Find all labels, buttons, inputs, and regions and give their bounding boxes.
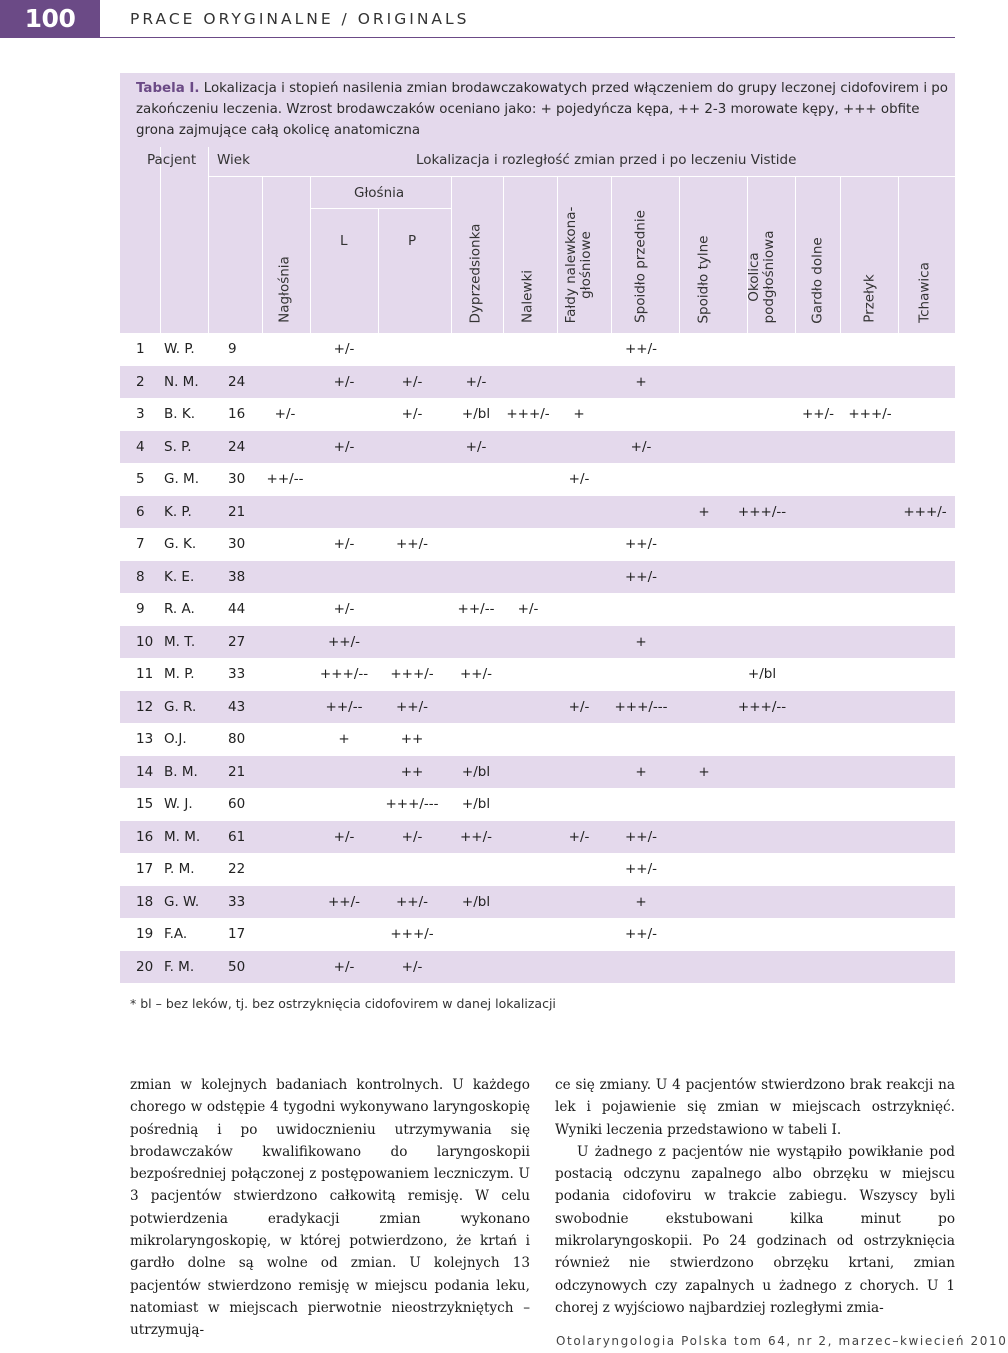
patient-age: 50 bbox=[228, 958, 246, 975]
table-cell: +/- bbox=[465, 438, 487, 455]
column-header: Przełyk bbox=[861, 274, 878, 323]
table-cell: +/- bbox=[333, 536, 355, 552]
grid-line bbox=[840, 177, 841, 333]
patient-initials: N. M. bbox=[164, 373, 199, 390]
patient-initials: G. K. bbox=[164, 536, 197, 552]
grid-line bbox=[451, 177, 452, 333]
table-cell: ++/-- bbox=[457, 601, 495, 617]
table-cell: +++/- bbox=[390, 666, 434, 682]
table-cell: ++/- bbox=[624, 828, 658, 845]
patient-initials: W. P. bbox=[164, 341, 195, 357]
row-band bbox=[120, 366, 955, 399]
journal-footer: Otolaryngologia Polska tom 64, nr 2, marzec–kwiecień 2010 bbox=[556, 1334, 1008, 1348]
grid-line bbox=[262, 177, 263, 333]
column-header: Spoidło tylne bbox=[695, 234, 712, 324]
grid-line bbox=[378, 209, 379, 333]
row-number: 16 bbox=[136, 828, 154, 845]
row-band bbox=[120, 626, 955, 659]
column-header: Okolica podgłośniowa bbox=[746, 230, 777, 323]
row-number: 5 bbox=[136, 471, 145, 487]
column-header: Spoidło przednie bbox=[632, 210, 649, 323]
table-cell: +++/- bbox=[390, 926, 434, 942]
table-cell: +/- bbox=[568, 471, 590, 487]
table-cell: +++/- bbox=[903, 503, 947, 520]
table-cell: +/- bbox=[401, 828, 423, 845]
patient-age: 21 bbox=[228, 763, 246, 780]
table-cell: +/bl bbox=[461, 893, 491, 910]
table-caption bbox=[136, 78, 951, 142]
patient-age: 61 bbox=[228, 828, 246, 845]
row-band bbox=[120, 886, 955, 919]
patient-age: 80 bbox=[228, 731, 246, 747]
row-band bbox=[120, 951, 955, 984]
column-header: Nagłośnia bbox=[276, 256, 293, 323]
table-cell: ++/-- bbox=[325, 698, 363, 715]
patient-age: 38 bbox=[228, 568, 246, 585]
row-number: 1 bbox=[136, 341, 145, 357]
row-number: 7 bbox=[136, 536, 145, 552]
table-cell: + bbox=[635, 893, 647, 910]
table-cell: +/- bbox=[517, 601, 539, 617]
grid-line bbox=[208, 147, 209, 333]
row-number: 9 bbox=[136, 601, 145, 617]
table-cell: +/- bbox=[333, 373, 355, 390]
table-cell: +/bl bbox=[461, 796, 491, 812]
paragraph: zmian w kolejnych badaniach kontrolnych. U każdego chorego w odstępie 4 tygodni wykonywano laryngoskopię pośrednią i po uwidocznieniu utrzymywania się brodawczaków kwalifikowano do laryngoskopii bezpośredniej połączonej z postępowaniem leczniczym. U 3 pacjentów stwierdzono całkowitą remisję. W celu potwierdzenia eradykacji zmian wykonano mikrolaryngoskopię, w której potwierdzono, że krtań i gardło dolne są wolne od zmian. U kolejnych 13 pacjentów stwierdzono remisję w miejscu podania leku, natomiast w miejscach pierwotnie nieostrzykniętych – utrzymują- bbox=[130, 1077, 530, 1339]
patient-initials: K. P. bbox=[164, 503, 192, 520]
table-cell: ++/- bbox=[459, 666, 493, 682]
paragraph: U żadnego z pacjentów nie wystąpiło powikłanie pod postacią odczynu zapalnego albo obrzęku w miejscu podania cidofoviru w trakcie zabiegu. Wszyscy byli swobodnie ekstubowani kilka minut po mikrolaryngoskopii. Po 24 godzinach od ostrzyknięcia również nie stwierdzono obrzęku krtani, zmian odczynowych czy zapalnych u żadnego z chorych. U 1 chorej z wyjściowo najbardziej rozległymi zmia- bbox=[555, 1143, 955, 1316]
patient-initials: M. M. bbox=[164, 828, 201, 845]
grid-line bbox=[208, 176, 955, 177]
header-age: Wiek bbox=[217, 152, 250, 168]
patient-initials: P. M. bbox=[164, 861, 195, 877]
page-number: 100 bbox=[0, 0, 100, 38]
row-band bbox=[120, 756, 955, 789]
row-number: 17 bbox=[136, 861, 154, 877]
patient-initials: M. T. bbox=[164, 633, 196, 650]
column-header: Nalewki bbox=[519, 269, 536, 324]
table-cell: ++/- bbox=[624, 536, 658, 552]
grid-line bbox=[795, 177, 796, 333]
table-cell: +++/--- bbox=[385, 796, 439, 812]
header-rule bbox=[100, 37, 955, 38]
table-cell: + bbox=[698, 503, 710, 520]
row-number: 3 bbox=[136, 406, 145, 422]
row-band bbox=[120, 691, 955, 724]
patient-initials: G. M. bbox=[164, 471, 199, 487]
row-band bbox=[120, 821, 955, 854]
row-number: 2 bbox=[136, 373, 145, 390]
column-header: Gardło dolne bbox=[809, 236, 826, 324]
patient-initials: G. W. bbox=[164, 893, 200, 910]
patient-initials: M. P. bbox=[164, 666, 195, 682]
table-cell: +/bl bbox=[461, 406, 491, 422]
patient-initials: G. R. bbox=[164, 698, 197, 715]
patient-age: 27 bbox=[228, 633, 246, 650]
row-number: 13 bbox=[136, 731, 154, 747]
table-cell: ++/- bbox=[459, 828, 493, 845]
header-P: P bbox=[408, 233, 417, 249]
patient-initials: B. K. bbox=[164, 406, 195, 422]
results-table bbox=[120, 147, 955, 990]
header-localization: Lokalizacja i rozległość zmian przed i po leczeniu Vistide bbox=[416, 152, 797, 168]
table-cell: ++ bbox=[400, 763, 424, 780]
table-cell: + bbox=[338, 731, 350, 747]
patient-age: 24 bbox=[228, 373, 246, 390]
table-cell: +++/-- bbox=[319, 666, 369, 682]
table-cell: +/- bbox=[630, 438, 652, 455]
table-cell: +/- bbox=[333, 438, 355, 455]
page-header bbox=[0, 0, 960, 38]
table-cell: ++/- bbox=[624, 926, 658, 942]
table-cell: +++/-- bbox=[737, 698, 787, 715]
patient-age: 43 bbox=[228, 698, 246, 715]
table-cell: ++/- bbox=[624, 341, 658, 357]
header-L: L bbox=[340, 233, 348, 249]
table-cell: +/- bbox=[333, 828, 355, 845]
table-caption-text: Lokalizacja i stopień nasilenia zmian brodawczakowatych przed włączeniem do grupy leczonej cidofovirem i po zakończeniu leczenia. Wzrost brodawczaków oceniano jako: + pojedyńcza kępa, ++ 2-3 morowate kępy, +++ obfite grona zajmujące całą okolicę anatomiczna bbox=[136, 81, 948, 139]
table-cell: ++/- bbox=[327, 633, 361, 650]
grid-line bbox=[310, 177, 311, 333]
patient-initials: K. E. bbox=[164, 568, 195, 585]
patient-initials: B. M. bbox=[164, 763, 198, 780]
table-cell: ++/- bbox=[395, 536, 429, 552]
grid-line bbox=[898, 177, 899, 333]
table-cell: ++/- bbox=[395, 893, 429, 910]
table-cell: +/- bbox=[568, 828, 590, 845]
grid-line bbox=[557, 177, 558, 333]
patient-age: 22 bbox=[228, 861, 246, 877]
table-cell: + bbox=[635, 633, 647, 650]
row-band bbox=[120, 496, 955, 529]
grid-line bbox=[503, 177, 504, 333]
row-number: 18 bbox=[136, 893, 154, 910]
row-number: 11 bbox=[136, 666, 154, 682]
row-number: 12 bbox=[136, 698, 154, 715]
table-cell: ++ bbox=[400, 731, 424, 747]
table-cell: ++/- bbox=[395, 698, 429, 715]
table-cell: + bbox=[635, 763, 647, 780]
patient-initials: F.A. bbox=[164, 926, 188, 942]
patient-age: 60 bbox=[228, 796, 246, 812]
row-band bbox=[120, 431, 955, 464]
table-cell: ++/- bbox=[624, 568, 658, 585]
row-number: 14 bbox=[136, 763, 154, 780]
patient-age: 30 bbox=[228, 471, 246, 487]
header-patient: Pacjent bbox=[147, 152, 197, 168]
header-glottis: Głośnia bbox=[354, 185, 405, 201]
table-cell: +/- bbox=[465, 373, 487, 390]
patient-age: 9 bbox=[228, 341, 237, 357]
patient-age: 33 bbox=[228, 893, 246, 910]
column-header: Fałdy nalewkona- głośniowe bbox=[563, 206, 594, 323]
patient-age: 16 bbox=[228, 406, 246, 422]
patient-age: 17 bbox=[228, 926, 246, 942]
table-cell: +++/--- bbox=[614, 698, 668, 715]
table-cell: +/- bbox=[401, 373, 423, 390]
patient-age: 21 bbox=[228, 503, 246, 520]
patient-initials: O.J. bbox=[164, 731, 187, 747]
table-cell: +/bl bbox=[461, 763, 491, 780]
table-header-band bbox=[120, 147, 955, 333]
table-cell: +/- bbox=[333, 341, 355, 357]
table-cell: +++/-- bbox=[737, 503, 787, 520]
table-cell: ++/- bbox=[624, 861, 658, 877]
row-number: 8 bbox=[136, 568, 145, 585]
row-number: 4 bbox=[136, 438, 145, 455]
table-footnote: * bl – bez leków, tj. bez ostrzyknięcia cidofovirem w danej lokalizacji bbox=[130, 996, 556, 1011]
table-cell: +/bl bbox=[747, 666, 777, 682]
column-header: Tchawica bbox=[916, 262, 933, 323]
row-number: 6 bbox=[136, 503, 145, 520]
patient-initials: R. A. bbox=[164, 601, 195, 617]
table-cell: +/- bbox=[568, 698, 590, 715]
section-title: PRACE ORYGINALNE / ORIGINALS bbox=[130, 10, 470, 28]
table-label: Tabela I. bbox=[136, 81, 200, 96]
patient-age: 44 bbox=[228, 601, 246, 617]
patient-initials: W. J. bbox=[164, 796, 193, 812]
body-column-right bbox=[555, 1074, 955, 1319]
table-cell: +/- bbox=[333, 601, 355, 617]
table-cell: +/- bbox=[401, 958, 423, 975]
table-cell: +/- bbox=[333, 958, 355, 975]
row-band bbox=[120, 561, 955, 594]
row-number: 15 bbox=[136, 796, 154, 812]
table-cell: + bbox=[635, 373, 647, 390]
table-cell: +/- bbox=[274, 406, 296, 422]
row-number: 20 bbox=[136, 958, 154, 975]
grid-line bbox=[611, 177, 612, 333]
table-cell: ++/- bbox=[327, 893, 361, 910]
patient-age: 30 bbox=[228, 536, 246, 552]
table-cell: +++/- bbox=[848, 406, 892, 422]
patient-initials: S. P. bbox=[164, 438, 192, 455]
patient-age: 24 bbox=[228, 438, 246, 455]
row-number: 19 bbox=[136, 926, 154, 942]
grid-line bbox=[310, 208, 451, 209]
patient-initials: F. M. bbox=[164, 958, 195, 975]
body-column-left bbox=[130, 1074, 530, 1342]
grid-line bbox=[160, 147, 161, 333]
paragraph: ce się zmiany. U 4 pacjentów stwierdzono brak reakcji na lek i pojawienie się zmian w miejscach ostrzyknięć. Wyniki leczenia przedstawiono w tabeli I. bbox=[555, 1077, 955, 1138]
grid-line bbox=[679, 177, 680, 333]
table-cell: + bbox=[698, 763, 710, 780]
table-cell: + bbox=[573, 406, 585, 422]
column-header: Dyprzedsionka bbox=[467, 223, 484, 323]
table-cell: ++/- bbox=[801, 406, 835, 422]
table-cell: +/- bbox=[401, 406, 423, 422]
table-cell: ++/-- bbox=[266, 471, 304, 487]
row-number: 10 bbox=[136, 633, 154, 650]
patient-age: 33 bbox=[228, 666, 246, 682]
table-cell: +++/- bbox=[506, 406, 550, 422]
